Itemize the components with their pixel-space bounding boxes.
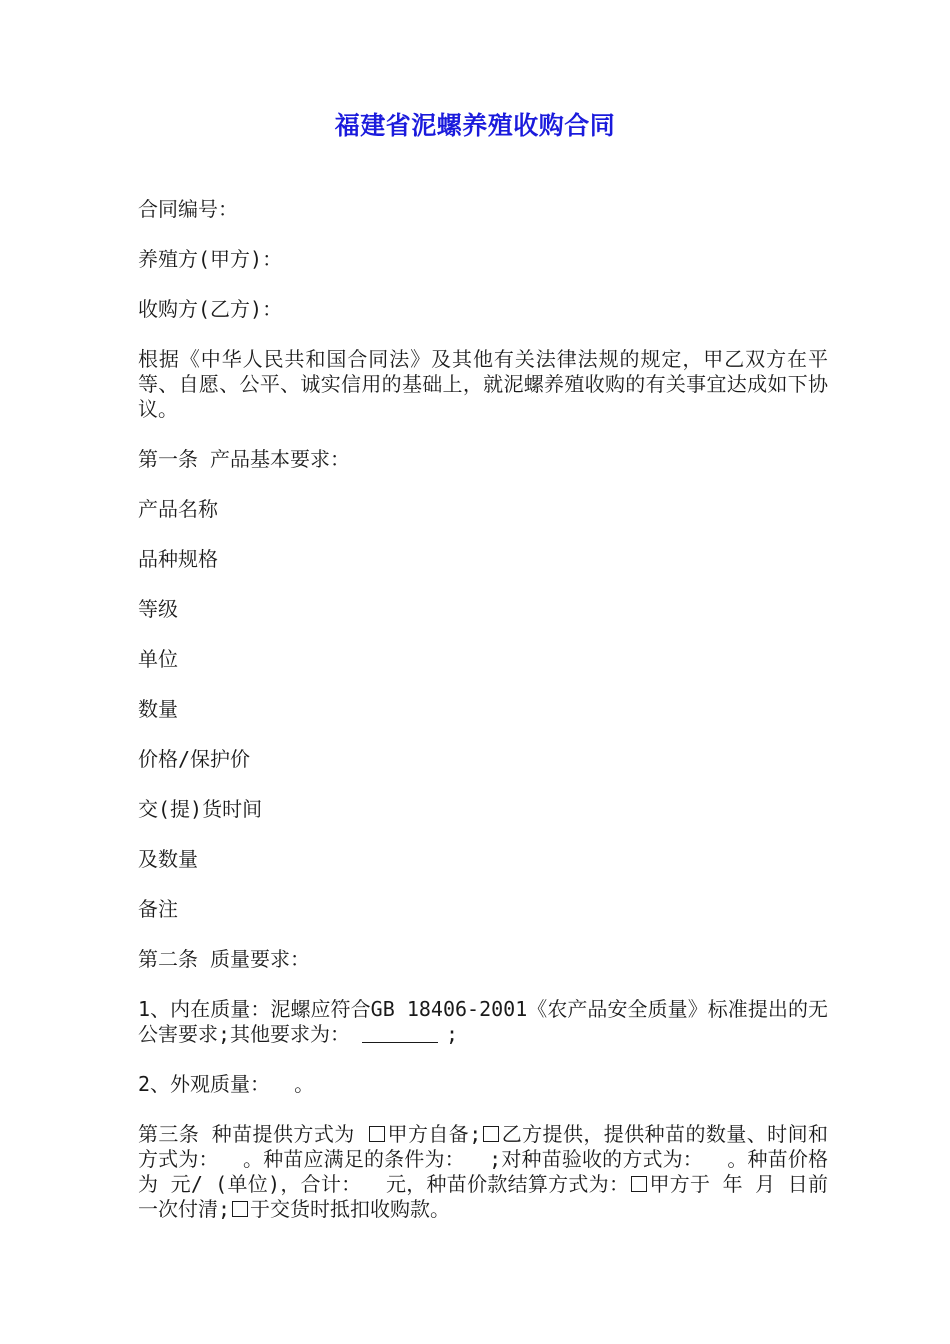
- article-3-intro: 第三条 种苗提供方式为: [138, 1122, 368, 1146]
- article-1-item-variety-spec: 品种规格: [138, 547, 218, 571]
- article-1-item-remarks: 备注: [138, 897, 178, 921]
- article-1-item-delivery-quantity: 及数量: [138, 847, 198, 871]
- article-3-paragraph: [138, 1122, 828, 1222]
- article-1-heading: 第一条 产品基本要求：: [138, 447, 351, 471]
- article-3-details: 乙方提供，提供种苗的数量、时间和方式为： 。种苗应满足的条件为： ;对种苗验收的方式为： 。种苗价格为 元/ (单位)，合计： 元，种苗价款结算方式为：: [138, 1122, 829, 1196]
- party-b-label: 收购方(乙方)：: [138, 297, 283, 321]
- article-1-item-product-name: 产品名称: [138, 497, 218, 521]
- article-3-option-self: 甲方自备;: [387, 1122, 482, 1146]
- article-1-item-quantity: 数量: [138, 697, 178, 721]
- quality-internal-end: ;: [446, 1022, 459, 1046]
- article-2-heading: 第二条 质量要求：: [138, 947, 311, 971]
- quality-internal-text: 1、内在质量：泥螺应符合GB 18406-2001《农产品安全质量》标准提出的无公害要求;其他要求为：: [138, 997, 828, 1046]
- checkbox-deduct-payment[interactable]: [232, 1201, 248, 1217]
- article-1-item-grade: 等级: [138, 597, 178, 621]
- party-a-label: 养殖方(甲方)：: [138, 247, 283, 271]
- checkbox-party-a-self-supply[interactable]: [369, 1126, 385, 1142]
- quality-internal-paragraph: [138, 997, 828, 1047]
- preamble-paragraph: 根据《中华人民共和国合同法》及其他有关法律法规的规定，甲乙双方在平等、自愿、公平、诚实信用的基础上，就泥螺养殖收购的有关事宜达成如下协议。: [138, 347, 828, 421]
- fill-in-blank[interactable]: [362, 1024, 438, 1043]
- document-title: 福建省泥螺养殖收购合同: [334, 111, 616, 140]
- article-1-item-price: 价格/保护价: [138, 747, 251, 771]
- document-body: [138, 197, 828, 1247]
- contract-number-label: 合同编号：: [138, 197, 238, 221]
- checkbox-party-b-supply[interactable]: [483, 1126, 499, 1142]
- article-3-option-deduct: 于交货时抵扣收购款。: [250, 1197, 451, 1221]
- article-3-option-pay-once: 甲方于 年 月 日前一次付清;: [138, 1172, 829, 1221]
- checkbox-party-a-pay[interactable]: [631, 1176, 647, 1192]
- quality-external-paragraph: 2、外观质量： 。: [138, 1072, 315, 1096]
- article-1-item-unit: 单位: [138, 647, 178, 671]
- article-1-item-delivery-time: 交(提)货时间: [138, 797, 263, 821]
